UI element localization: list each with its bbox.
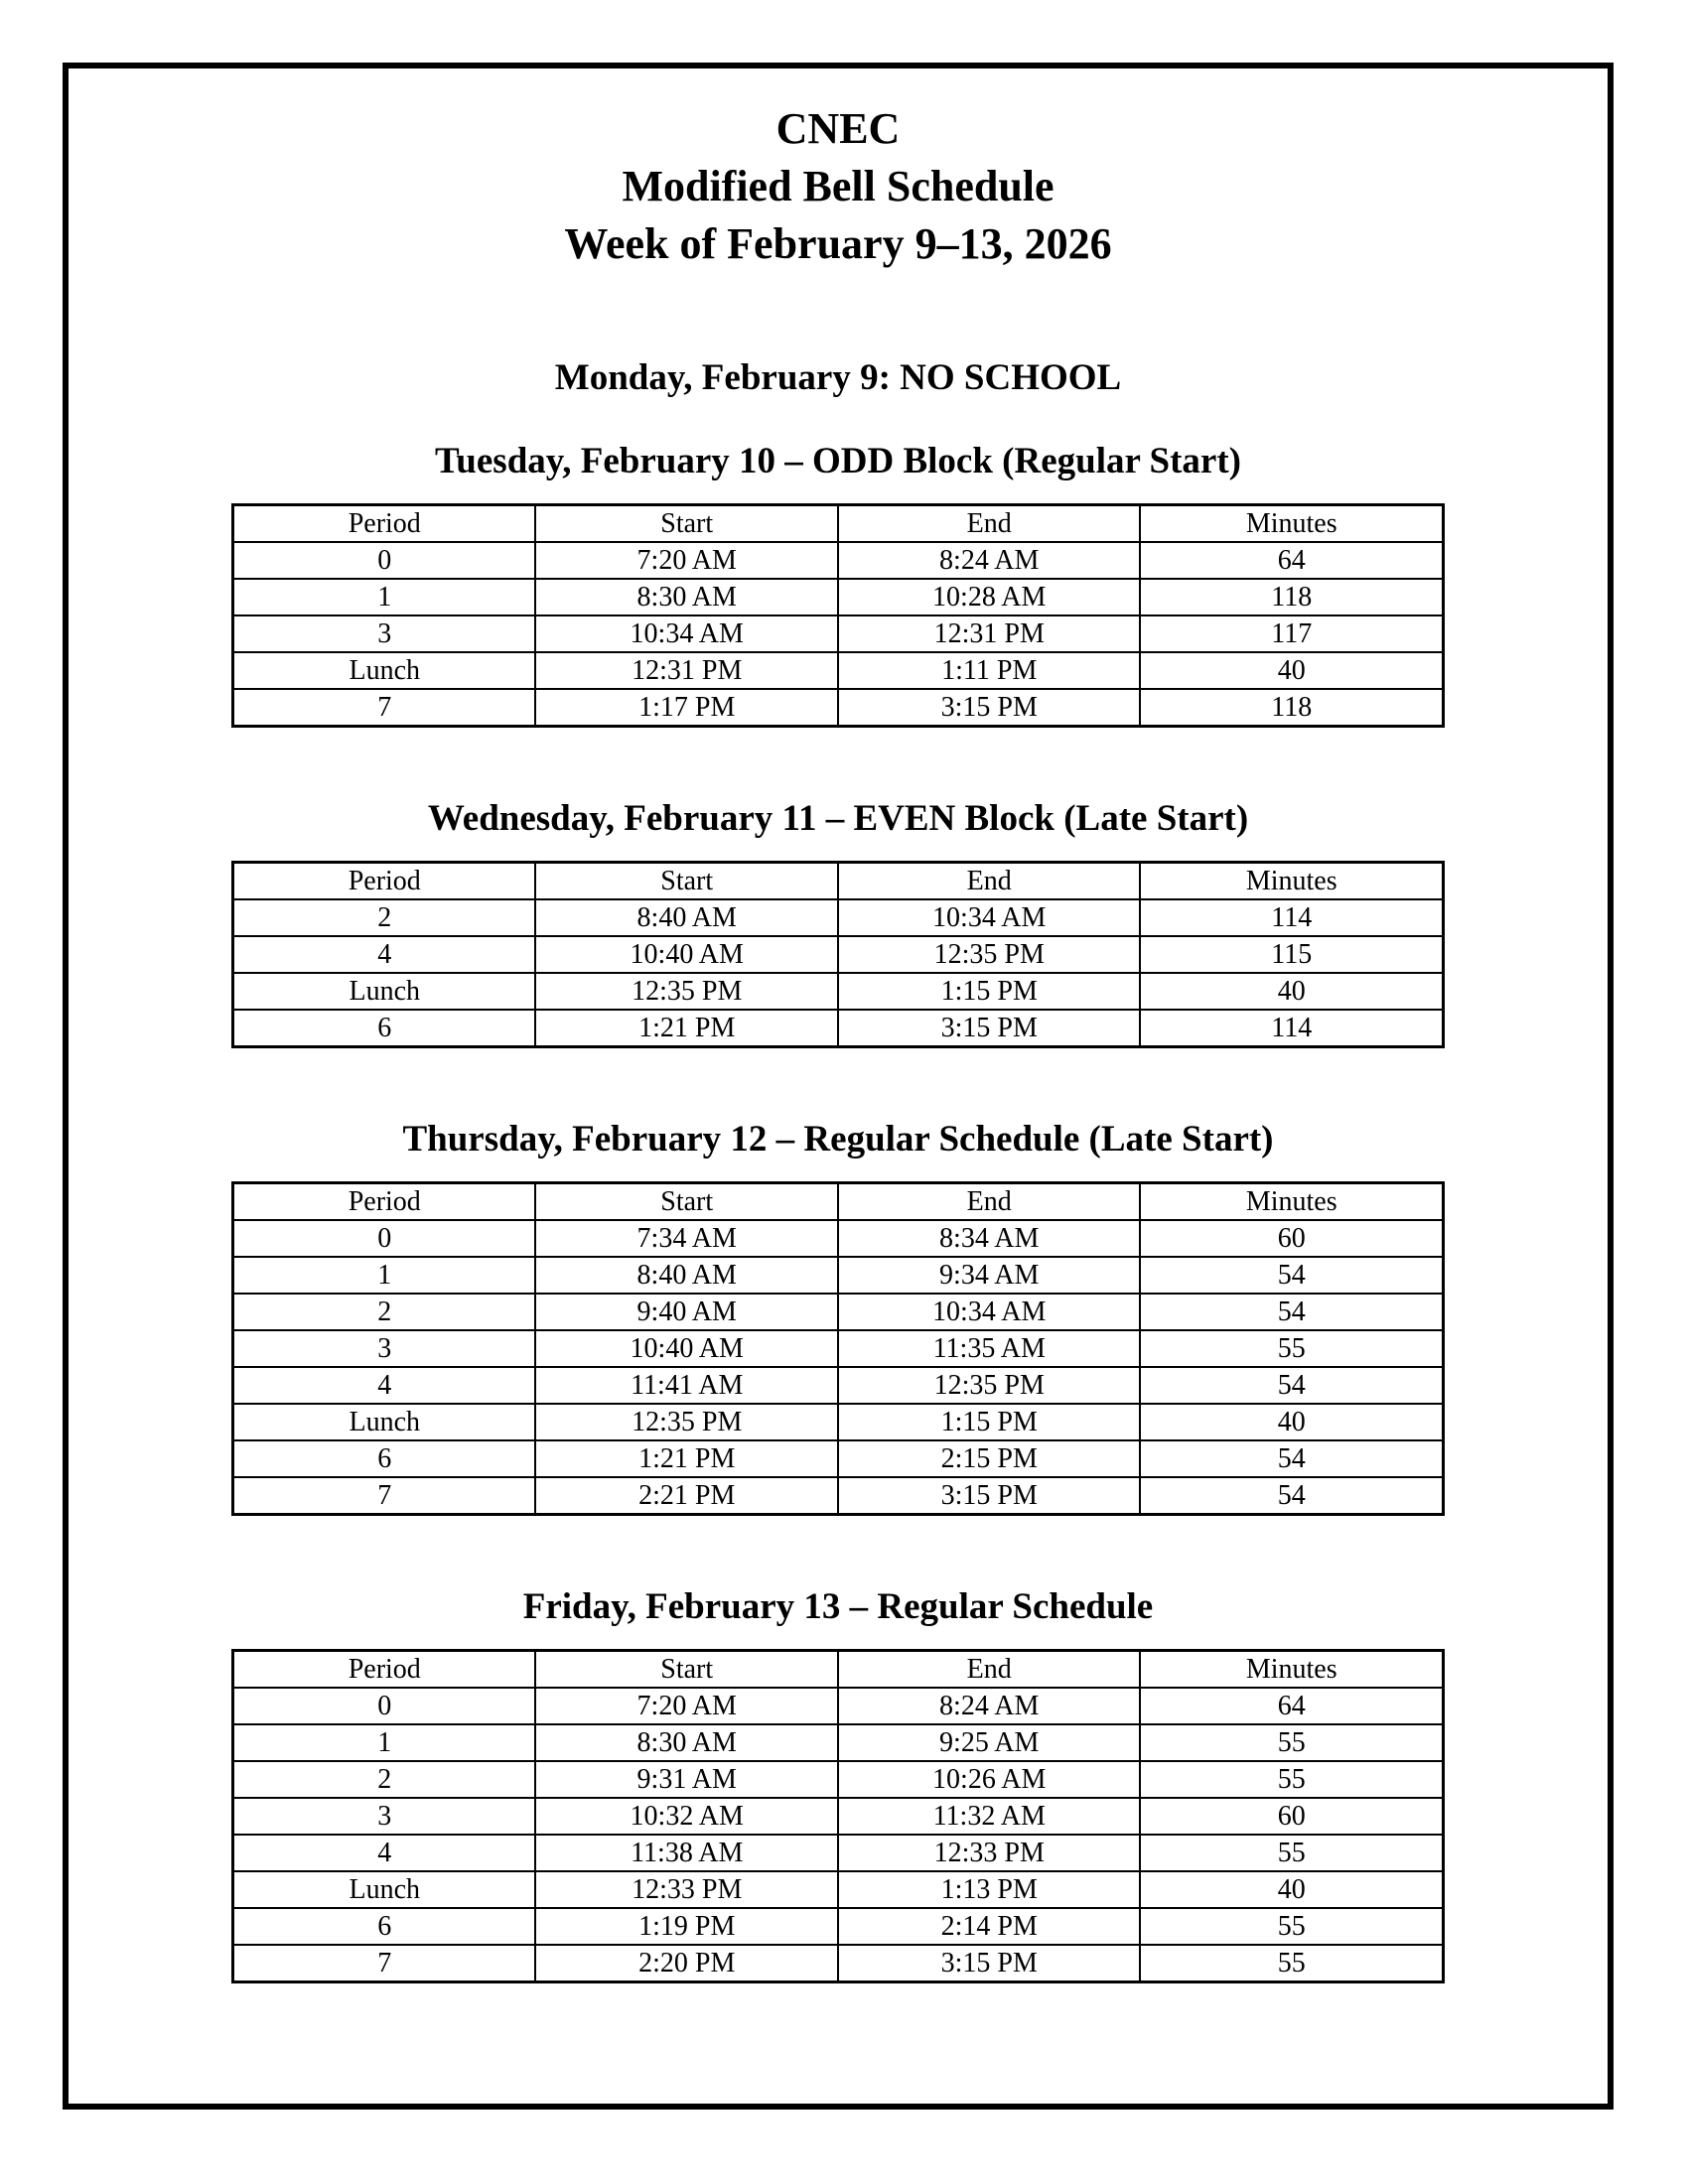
- period-cell: 7: [233, 1945, 536, 1982]
- period-cell: 6: [233, 1908, 536, 1945]
- document-title: [69, 100, 1608, 273]
- start-cell: 1:21 PM: [535, 1440, 838, 1477]
- end-cell: 3:15 PM: [838, 689, 1141, 727]
- start-cell: 11:38 AM: [535, 1835, 838, 1871]
- minutes-cell: 40: [1140, 1871, 1443, 1908]
- minutes-cell: 54: [1140, 1477, 1443, 1515]
- table-row: [233, 1440, 1444, 1477]
- end-cell: 1:15 PM: [838, 1404, 1141, 1440]
- end-cell: 8:24 AM: [838, 1688, 1141, 1724]
- start-cell: 10:40 AM: [535, 1330, 838, 1367]
- column-header-minutes: Minutes: [1140, 505, 1443, 543]
- minutes-cell: 54: [1140, 1294, 1443, 1330]
- minutes-cell: 117: [1140, 615, 1443, 652]
- end-cell: 11:35 AM: [838, 1330, 1141, 1367]
- start-cell: 8:30 AM: [535, 1724, 838, 1761]
- table-row: [233, 1330, 1444, 1367]
- start-cell: 7:34 AM: [535, 1220, 838, 1257]
- period-cell: 3: [233, 1330, 536, 1367]
- column-header-end: End: [838, 863, 1141, 900]
- column-header-period: Period: [233, 1651, 536, 1689]
- period-cell: 0: [233, 1220, 536, 1257]
- start-cell: 7:20 AM: [535, 1688, 838, 1724]
- minutes-cell: 118: [1140, 689, 1443, 727]
- period-cell: 4: [233, 1835, 536, 1871]
- minutes-cell: 55: [1140, 1835, 1443, 1871]
- period-cell: 2: [233, 899, 536, 936]
- table-row: [233, 1688, 1444, 1724]
- start-cell: 9:31 AM: [535, 1761, 838, 1798]
- table-row: [233, 1835, 1444, 1871]
- period-cell: 6: [233, 1010, 536, 1047]
- end-cell: 8:34 AM: [838, 1220, 1141, 1257]
- start-cell: 8:30 AM: [535, 579, 838, 615]
- start-cell: 9:40 AM: [535, 1294, 838, 1330]
- column-header-end: End: [838, 1651, 1141, 1689]
- period-cell: Lunch: [233, 973, 536, 1010]
- start-cell: 8:40 AM: [535, 1257, 838, 1294]
- start-cell: 12:31 PM: [535, 652, 838, 689]
- monday-no-school-heading: Monday, February 9: NO SCHOOL: [554, 357, 1122, 398]
- end-cell: 1:13 PM: [838, 1871, 1141, 1908]
- period-cell: 2: [233, 1294, 536, 1330]
- column-header-minutes: Minutes: [1140, 1183, 1443, 1221]
- period-cell: 0: [233, 542, 536, 579]
- start-cell: 7:20 AM: [535, 542, 838, 579]
- end-cell: 12:31 PM: [838, 615, 1141, 652]
- minutes-cell: 55: [1140, 1330, 1443, 1367]
- period-cell: 3: [233, 1798, 536, 1835]
- minutes-cell: 64: [1140, 542, 1443, 579]
- period-cell: 4: [233, 936, 536, 973]
- minutes-cell: 114: [1140, 899, 1443, 936]
- minutes-cell: 54: [1140, 1257, 1443, 1294]
- minutes-cell: 118: [1140, 579, 1443, 615]
- start-cell: 10:40 AM: [535, 936, 838, 973]
- end-cell: 11:32 AM: [838, 1798, 1141, 1835]
- minutes-cell: 64: [1140, 1688, 1443, 1724]
- end-cell: 12:33 PM: [838, 1835, 1141, 1871]
- table-row: [233, 973, 1444, 1010]
- period-cell: 2: [233, 1761, 536, 1798]
- minutes-cell: 40: [1140, 973, 1443, 1010]
- column-header-start: Start: [535, 863, 838, 900]
- end-cell: 8:24 AM: [838, 542, 1141, 579]
- table-row: [233, 1294, 1444, 1330]
- column-header-period: Period: [233, 1183, 536, 1221]
- page-border: [63, 63, 1614, 2110]
- table-row: [233, 1404, 1444, 1440]
- table-row: [233, 1477, 1444, 1515]
- start-cell: 10:34 AM: [535, 615, 838, 652]
- column-header-minutes: Minutes: [1140, 1651, 1443, 1689]
- period-cell: 6: [233, 1440, 536, 1477]
- minutes-cell: 55: [1140, 1945, 1443, 1982]
- table-row: [233, 1257, 1444, 1294]
- start-cell: 2:21 PM: [535, 1477, 838, 1515]
- day-section: [69, 442, 1608, 728]
- end-cell: 10:28 AM: [838, 579, 1141, 615]
- day-sections: [69, 442, 1608, 1983]
- minutes-cell: 54: [1140, 1440, 1443, 1477]
- table-row: [233, 899, 1444, 936]
- period-cell: 1: [233, 1724, 536, 1761]
- end-cell: 1:11 PM: [838, 652, 1141, 689]
- table-row: [233, 1798, 1444, 1835]
- column-header-period: Period: [233, 863, 536, 900]
- period-cell: 0: [233, 1688, 536, 1724]
- schedule-table: [231, 503, 1445, 728]
- table-row: [233, 1945, 1444, 1982]
- column-header-start: Start: [535, 1651, 838, 1689]
- column-header-start: Start: [535, 505, 838, 543]
- minutes-cell: 60: [1140, 1220, 1443, 1257]
- end-cell: 9:25 AM: [838, 1724, 1141, 1761]
- table-row: [233, 936, 1444, 973]
- period-cell: 7: [233, 689, 536, 727]
- table-header-row: [233, 863, 1444, 900]
- minutes-cell: 54: [1140, 1367, 1443, 1404]
- minutes-cell: 55: [1140, 1761, 1443, 1798]
- day-heading: Tuesday, February 10 – ODD Block (Regular Start): [435, 441, 1241, 481]
- start-cell: 1:19 PM: [535, 1908, 838, 1945]
- end-cell: 10:34 AM: [838, 1294, 1141, 1330]
- end-cell: 12:35 PM: [838, 1367, 1141, 1404]
- start-cell: 1:21 PM: [535, 1010, 838, 1047]
- end-cell: 2:14 PM: [838, 1908, 1141, 1945]
- minutes-cell: 55: [1140, 1724, 1443, 1761]
- period-cell: 1: [233, 579, 536, 615]
- start-cell: 12:33 PM: [535, 1871, 838, 1908]
- table-row: [233, 542, 1444, 579]
- day-section: [69, 799, 1608, 1048]
- table-row: [233, 1367, 1444, 1404]
- table-header-row: [233, 505, 1444, 543]
- day-section: [69, 1120, 1608, 1516]
- schedule-table: [231, 1181, 1445, 1516]
- column-header-start: Start: [535, 1183, 838, 1221]
- table-header-row: [233, 1183, 1444, 1221]
- column-header-end: End: [838, 505, 1141, 543]
- start-cell: 10:32 AM: [535, 1798, 838, 1835]
- table-header-row: [233, 1651, 1444, 1689]
- minutes-cell: 40: [1140, 1404, 1443, 1440]
- end-cell: 9:34 AM: [838, 1257, 1141, 1294]
- end-cell: 12:35 PM: [838, 936, 1141, 973]
- end-cell: 2:15 PM: [838, 1440, 1141, 1477]
- end-cell: 3:15 PM: [838, 1945, 1141, 1982]
- end-cell: 1:15 PM: [838, 973, 1141, 1010]
- start-cell: 12:35 PM: [535, 1404, 838, 1440]
- title-line-week: Week of February 9–13, 2026: [564, 219, 1112, 268]
- minutes-cell: 115: [1140, 936, 1443, 973]
- minutes-cell: 55: [1140, 1908, 1443, 1945]
- table-row: [233, 579, 1444, 615]
- schedule-table: [231, 1649, 1445, 1983]
- day-section: [69, 1587, 1608, 1983]
- table-row: [233, 1220, 1444, 1257]
- start-cell: 2:20 PM: [535, 1945, 838, 1982]
- start-cell: 12:35 PM: [535, 973, 838, 1010]
- period-cell: 3: [233, 615, 536, 652]
- title-line-schedule: Modified Bell Schedule: [622, 162, 1055, 210]
- period-cell: 1: [233, 1257, 536, 1294]
- table-row: [233, 1010, 1444, 1047]
- table-row: [233, 615, 1444, 652]
- table-row: [233, 652, 1444, 689]
- schedule-table: [231, 861, 1445, 1048]
- table-row: [233, 1724, 1444, 1761]
- day-heading: Friday, February 13 – Regular Schedule: [522, 1586, 1154, 1627]
- period-cell: Lunch: [233, 1404, 536, 1440]
- day-heading: Thursday, February 12 – Regular Schedule (Late Start): [402, 1119, 1274, 1160]
- period-cell: Lunch: [233, 652, 536, 689]
- start-cell: 8:40 AM: [535, 899, 838, 936]
- title-line-school: CNEC: [775, 104, 901, 153]
- period-cell: 7: [233, 1477, 536, 1515]
- end-cell: 3:15 PM: [838, 1477, 1141, 1515]
- column-header-period: Period: [233, 505, 536, 543]
- column-header-minutes: Minutes: [1140, 863, 1443, 900]
- minutes-cell: 114: [1140, 1010, 1443, 1047]
- end-cell: 10:34 AM: [838, 899, 1141, 936]
- period-cell: 4: [233, 1367, 536, 1404]
- start-cell: 11:41 AM: [535, 1367, 838, 1404]
- minutes-cell: 60: [1140, 1798, 1443, 1835]
- minutes-cell: 40: [1140, 652, 1443, 689]
- day-heading: Wednesday, February 11 – EVEN Block (Late Start): [427, 798, 1249, 839]
- table-row: [233, 689, 1444, 727]
- table-row: [233, 1908, 1444, 1945]
- page-content: [69, 68, 1608, 1983]
- end-cell: 3:15 PM: [838, 1010, 1141, 1047]
- end-cell: 10:26 AM: [838, 1761, 1141, 1798]
- start-cell: 1:17 PM: [535, 689, 838, 727]
- table-row: [233, 1761, 1444, 1798]
- column-header-end: End: [838, 1183, 1141, 1221]
- period-cell: Lunch: [233, 1871, 536, 1908]
- table-row: [233, 1871, 1444, 1908]
